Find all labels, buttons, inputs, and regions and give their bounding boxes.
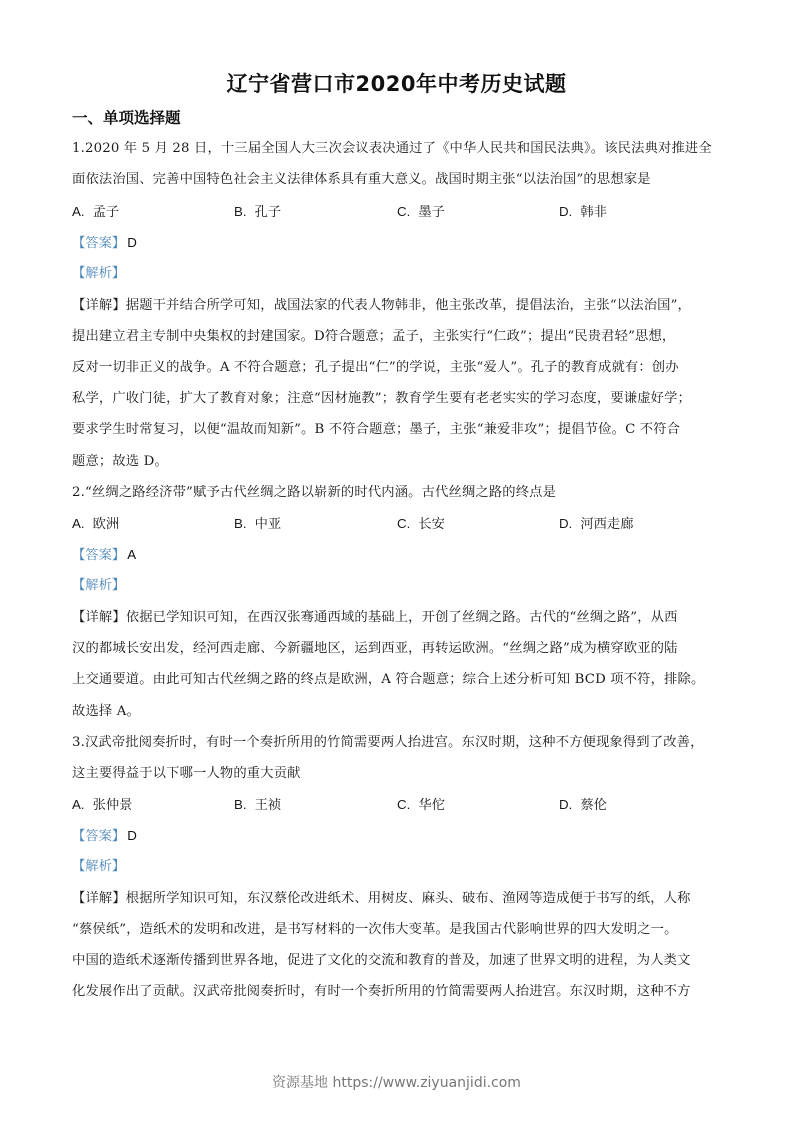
- question-2-detail-line: 汉的都城长安出发，经河西走廊、今新疆地区，运到西亚，再转运欧洲。“丝绸之路”成为横穿欧亚的陆: [72, 641, 678, 656]
- question-2-detail-line: 上交通要道。由此可知古代丝绸之路的终点是欧洲，A 符合题意；综合上述分析可知 BCD 项不符，排除。: [72, 672, 705, 687]
- page-title: 辽宁省营口市2020年中考历史试题: [226, 72, 567, 96]
- option-d: [559, 202, 607, 223]
- question-1-answer: [72, 233, 137, 254]
- question-3-detail-line: 【详解】根据所学知识可知，东汉蔡伦改进纸术、用树皮、麻头、破布、渔网等造成便于书写的纸，人称: [72, 891, 691, 906]
- answer-value: A: [127, 547, 137, 562]
- option-key: D.: [559, 204, 573, 219]
- option-key: A.: [72, 797, 85, 812]
- analysis-label: 【解析】: [72, 578, 126, 593]
- question-1-options: [72, 202, 732, 222]
- option-a: [72, 795, 132, 816]
- option-key: B.: [234, 204, 247, 219]
- option-b: [234, 202, 281, 223]
- option-text: 韩非: [580, 205, 607, 220]
- answer-value: D: [127, 828, 137, 843]
- analysis-label: 【解析】: [72, 859, 126, 874]
- question-3-stem-line-1: 3.汉武帝批阅奏折时，有时一个奏折所用的竹简需要两人抬进宫。东汉时期，这种不方便现象得到了改善，: [72, 735, 704, 750]
- question-1-detail-line: 反对一切非正义的战争。A 不符合题意；孔子提出“仁”的学说，主张“爱人”。孔子的教育成就有：创办: [72, 360, 679, 375]
- option-key: C.: [397, 204, 411, 219]
- option-key: B.: [234, 516, 247, 531]
- question-1-detail-line: 要求学生时常复习，以便“温故而知新”。B 不符合题意；墨子，主张“兼爱非攻”；提倡节俭。C 不符合: [72, 422, 681, 437]
- question-1-analysis-label: [72, 264, 125, 284]
- question-2-answer: [72, 545, 136, 566]
- option-d: [559, 514, 634, 535]
- option-text: 墨子: [418, 205, 445, 220]
- option-b: [234, 795, 281, 816]
- question-1-stem-line-1: 1.2020 年 5 月 28 日，十三届全国人大三次会议表决通过了《中华人民共和国民法典》。该民法典对推进全: [72, 141, 712, 156]
- option-c: [397, 795, 445, 816]
- question-3-stem-line-2: 这主要得益于以下哪一人物的重大贡献: [72, 766, 301, 781]
- option-text: 蔡伦: [580, 798, 607, 813]
- option-a: [72, 514, 119, 535]
- question-3-detail-line: 中国的造纸术逐渐传播到世界各地，促进了文化的交流和教育的普及，加速了世界文明的进程，为人类文: [72, 953, 691, 968]
- option-text: 王祯: [254, 798, 282, 813]
- option-c: [397, 202, 445, 223]
- answer-label: 【答案】: [72, 548, 126, 563]
- question-1-detail-line: 题意；故选 D。: [72, 454, 168, 469]
- option-key: D.: [559, 516, 573, 531]
- option-key: D.: [559, 797, 573, 812]
- analysis-label: 【解析】: [72, 266, 126, 281]
- footer-watermark: 资源基地 https://www.ziyuanjidi.com: [272, 1075, 521, 1091]
- answer-value: D: [127, 235, 137, 250]
- option-key: A.: [72, 204, 85, 219]
- option-key: C.: [397, 797, 411, 812]
- question-2-analysis-label: [72, 576, 125, 596]
- option-c: [397, 514, 445, 535]
- question-3-options: [72, 795, 732, 815]
- option-key: B.: [234, 797, 247, 812]
- option-key: C.: [397, 516, 411, 531]
- option-text: 张仲景: [92, 798, 133, 813]
- question-1-detail-line: 提出建立君主专制中央集权的封建国家。D符合题意；孟子，主张实行“仁政”；提出“民贵君轻”思想，: [72, 329, 676, 344]
- question-3-analysis-label: [72, 857, 125, 877]
- option-text: 河西走廊: [580, 517, 634, 532]
- option-text: 孟子: [92, 205, 120, 220]
- section-heading: 一、单项选择题: [72, 109, 181, 127]
- option-text: 长安: [418, 517, 445, 532]
- question-3-detail-line: “蔡侯纸”，造纸术的发明和改进，是书写材料的一次伟大变革。是我国古代影响世界的四大发明之一。: [72, 922, 678, 937]
- question-2-options: [72, 514, 732, 534]
- option-text: 孔子: [254, 205, 282, 220]
- question-3-detail-line: 化发展作出了贡献。汉武帝批阅奏折时，有时一个奏折所用的竹简需要两人抬进宫。东汉时期，这种不方: [72, 984, 691, 999]
- question-1-detail-line: 私学，广收门徒，扩大了教育对象；注意“因材施教”；教育学生要有老老实实的学习态度，要谦虚好学；: [72, 391, 692, 406]
- option-a: [72, 202, 119, 223]
- answer-label: 【答案】: [72, 829, 126, 844]
- option-text: 华佗: [418, 798, 445, 813]
- option-text: 中亚: [254, 517, 282, 532]
- answer-label: 【答案】: [72, 236, 126, 251]
- option-key: A.: [72, 516, 85, 531]
- question-2-stem-line-1: 2.“丝绸之路经济带”赋予古代丝绸之路以崭新的时代内涵。古代丝绸之路的终点是: [72, 485, 557, 500]
- question-1-stem-line-2: 面依法治国、完善中国特色社会主义法律体系具有重大意义。战国时期主张“以法治国”的思想家是: [72, 172, 651, 187]
- option-text: 欧洲: [92, 517, 120, 532]
- question-2-detail-line: 故选择 A。: [72, 704, 140, 719]
- question-1-detail-line: 【详解】据题干并结合所学可知，战国法家的代表人物韩非，他主张改革，提倡法治，主张“以法治国”，: [72, 298, 692, 313]
- option-b: [234, 514, 281, 535]
- option-d: [559, 795, 607, 816]
- question-3-answer: [72, 826, 137, 847]
- question-2-detail-line: 【详解】依据已学知识可知，在西汉张骞通西域的基础上，开创了丝绸之路。古代的“丝绸之路”，从西: [72, 610, 678, 625]
